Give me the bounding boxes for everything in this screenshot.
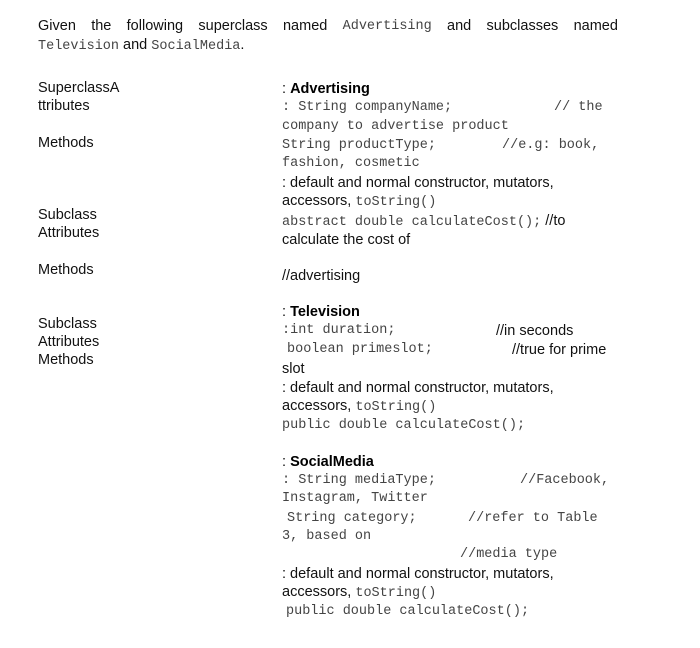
intro-line-2: [38, 36, 618, 56]
intro-superclass-code: Advertising: [342, 19, 432, 34]
television-heading: [282, 303, 360, 321]
advertising-abstract-comment-end: //advertising: [282, 268, 361, 284]
label-attributes: Attributes: [38, 225, 100, 241]
intro-word: subclasses: [486, 18, 559, 34]
television-attr2-comment-cont: slot: [282, 361, 305, 377]
label-methods: Methods: [38, 262, 94, 278]
advertising-methods-line2: [282, 192, 436, 212]
socialmedia-methods-line2: [282, 583, 436, 603]
label-subclass: Subclass: [38, 207, 97, 223]
advertising-attr1-comment-cont: company to advertise product: [282, 119, 509, 134]
methods-code: toString(): [355, 195, 437, 210]
label-methods: Methods: [38, 352, 94, 368]
advertising-attr2-code: String productType;: [282, 138, 436, 153]
label-subclass: Subclass: [38, 316, 97, 332]
methods-text: accessors,: [282, 193, 352, 209]
television-class-name: Television: [290, 304, 360, 320]
intro-subclass2-code: SocialMedia: [151, 39, 241, 54]
socialmedia-attr2-comment-end: //media type: [460, 547, 558, 562]
heading-colon: :: [282, 304, 287, 320]
intro-word: the: [91, 18, 112, 34]
intro-and: and: [123, 37, 148, 53]
intro-word: superclass: [198, 18, 268, 34]
socialmedia-class-name: SocialMedia: [290, 454, 374, 470]
abstract-comment: //to: [545, 213, 566, 229]
intro-paragraph: [38, 17, 618, 56]
abstract-method-code: abstract double calculateCost();: [282, 215, 542, 230]
socialmedia-attr2-comment-cont: 3, based on: [282, 529, 372, 544]
methods-text: : default and normal constructor, mutators,: [282, 175, 554, 191]
socialmedia-attr2-comment: //refer to Table: [468, 511, 598, 526]
intro-word: and: [447, 18, 472, 34]
socialmedia-heading: [282, 453, 374, 471]
heading-colon: :: [282, 81, 287, 97]
television-attr1-code: :int duration;: [282, 323, 396, 338]
methods-text: : default and normal constructor, mutators,: [282, 566, 554, 582]
socialmedia-attr1-comment: //Facebook,: [520, 473, 610, 488]
television-attr2-code: boolean primeslot;: [287, 342, 433, 357]
methods-text: : default and normal constructor, mutators,: [282, 380, 554, 396]
socialmedia-attr1-code: : String mediaType;: [282, 473, 436, 488]
intro-subclass1-code: Television: [38, 39, 120, 54]
socialmedia-attr2-code: String category;: [287, 511, 417, 526]
intro-word: following: [126, 18, 184, 34]
label-attributes: Attributes: [38, 334, 100, 350]
methods-code: toString(): [355, 586, 437, 601]
intro-word: named: [573, 18, 618, 34]
television-calculate-cost: public double calculateCost();: [282, 418, 526, 433]
heading-colon: :: [282, 454, 287, 470]
methods-code: toString(): [355, 400, 437, 415]
advertising-abstract-line: [282, 212, 565, 232]
television-attr1-comment: //in seconds: [496, 323, 574, 339]
methods-text: accessors,: [282, 584, 352, 600]
advertising-abstract-comment-cont: calculate the cost of: [282, 232, 411, 248]
socialmedia-attr1-comment-cont: Instagram, Twitter: [282, 491, 428, 506]
advertising-heading: [282, 80, 370, 98]
label-methods: Methods: [38, 135, 94, 151]
socialmedia-calculate-cost: public double calculateCost();: [286, 604, 530, 619]
label-superclass-line2: ttributes: [38, 98, 90, 114]
advertising-attr1-code: : String companyName;: [282, 100, 453, 115]
television-attr2-comment: //true for prime: [512, 342, 607, 358]
intro-period: .: [240, 37, 245, 53]
advertising-methods-line1: [282, 174, 618, 192]
intro-word: named: [282, 18, 328, 34]
methods-text: accessors,: [282, 398, 352, 414]
label-superclass-line1: SuperclassA: [38, 80, 120, 96]
television-methods-line2: [282, 397, 436, 417]
intro-line-1: [38, 17, 618, 36]
advertising-attr2-comment-cont: fashion, cosmetic: [282, 156, 420, 171]
intro-word: Given: [38, 18, 76, 34]
television-methods-line1: [282, 379, 618, 397]
advertising-attr1-comment: // the: [554, 100, 603, 115]
advertising-class-name: Advertising: [290, 81, 370, 97]
advertising-attr2-comment: //e.g: book,: [502, 138, 600, 153]
socialmedia-methods-line1: [282, 565, 618, 583]
